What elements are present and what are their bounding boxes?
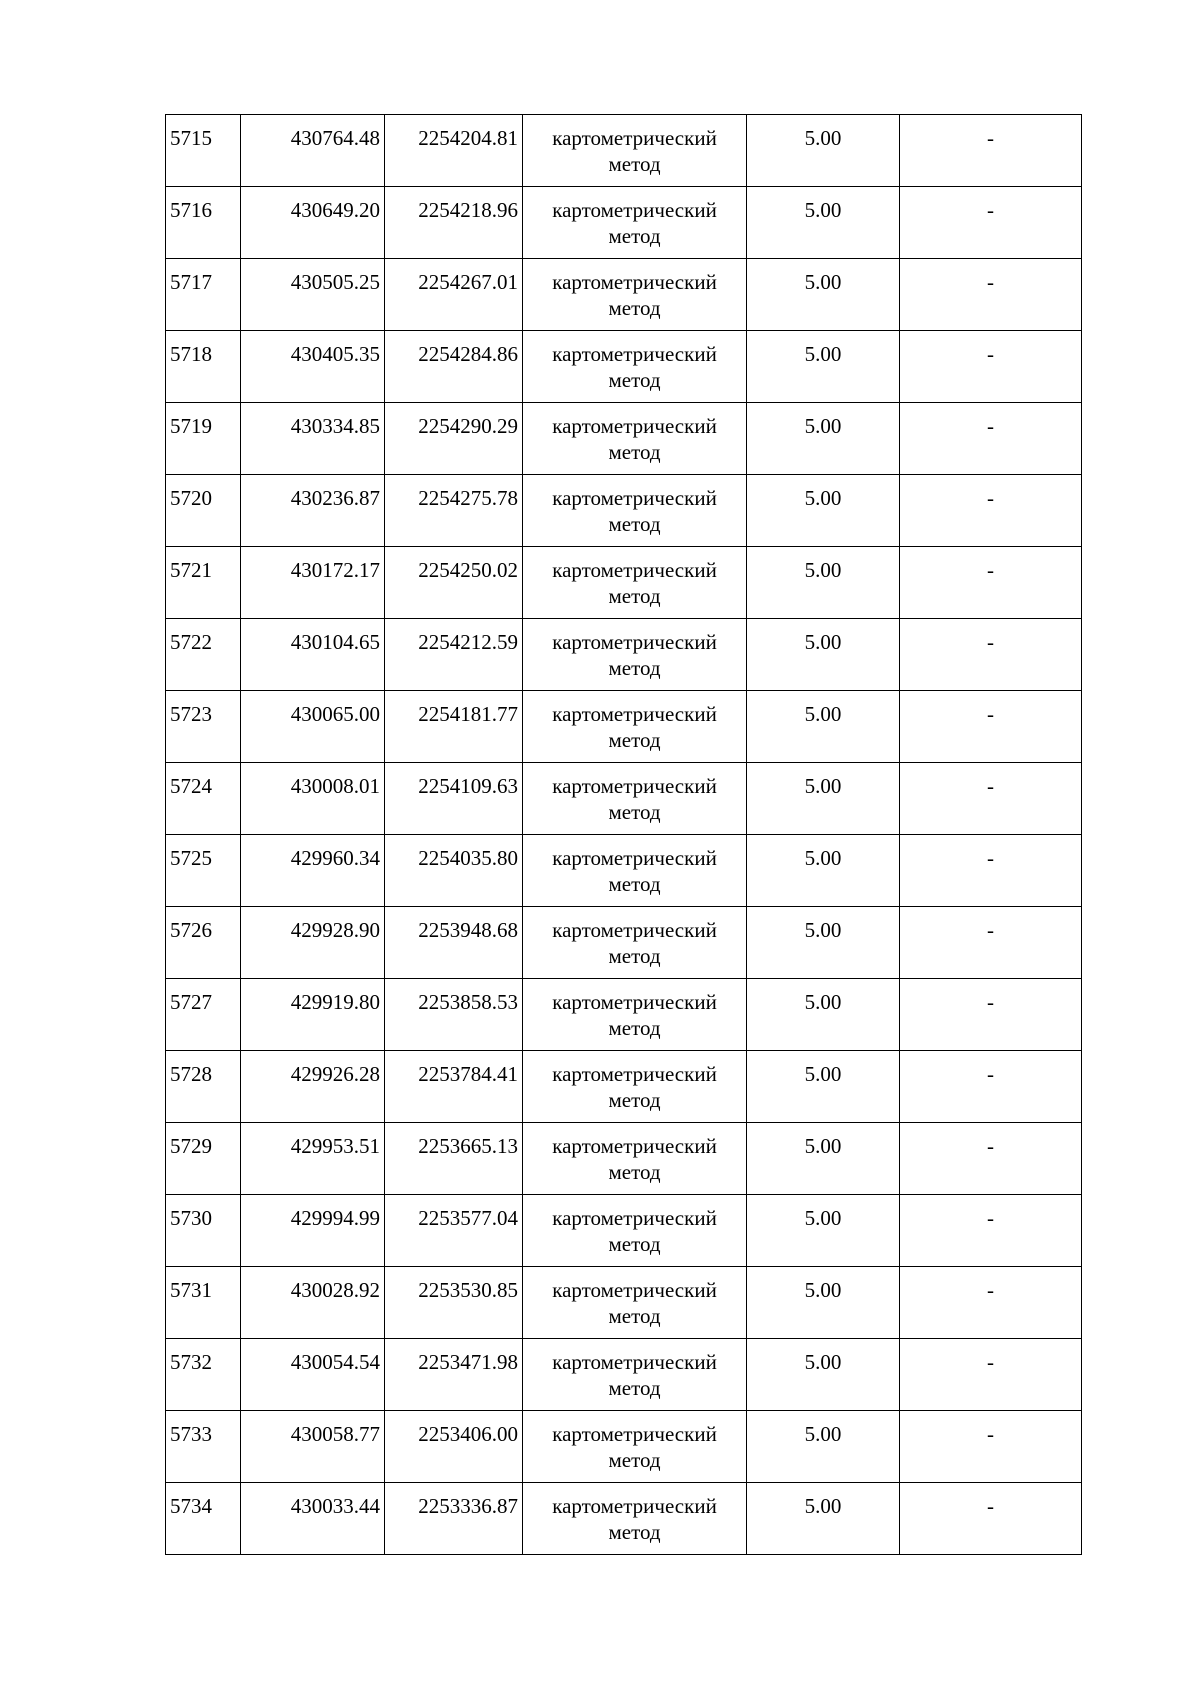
point-number: 5716 [166,187,241,259]
accuracy-value: 5.00 [747,1339,900,1411]
y-coordinate: 2253406.00 [385,1411,523,1483]
method-cell [523,1195,747,1267]
table-row [166,1483,1082,1555]
note-value: - [900,1267,1082,1339]
method-line-1: картометрический [552,1062,717,1086]
note-value: - [900,1483,1082,1555]
note-value: - [900,619,1082,691]
x-coordinate: 430649.20 [241,187,385,259]
method-cell [523,403,747,475]
point-number: 5731 [166,1267,241,1339]
method-line-2: метод [608,728,661,752]
note-value: - [900,403,1082,475]
method-line-2: метод [608,1016,661,1040]
y-coordinate: 2254212.59 [385,619,523,691]
y-coordinate: 2253665.13 [385,1123,523,1195]
point-number: 5730 [166,1195,241,1267]
method-line-1: картометрический [552,1494,717,1518]
method-line-1: картометрический [552,486,717,510]
table-row [166,475,1082,547]
method-line-2: метод [608,152,661,176]
table-row [166,187,1082,259]
table-row [166,403,1082,475]
method-line-1: картометрический [552,1134,717,1158]
table-row [166,1339,1082,1411]
method-cell [523,1339,747,1411]
accuracy-value: 5.00 [747,979,900,1051]
x-coordinate: 429994.99 [241,1195,385,1267]
accuracy-value: 5.00 [747,763,900,835]
y-coordinate: 2254250.02 [385,547,523,619]
point-number: 5727 [166,979,241,1051]
y-coordinate: 2253577.04 [385,1195,523,1267]
table-row [166,259,1082,331]
y-coordinate: 2254275.78 [385,475,523,547]
x-coordinate: 430236.87 [241,475,385,547]
method-line-2: метод [608,1232,661,1256]
method-line-2: метод [608,1376,661,1400]
point-number: 5733 [166,1411,241,1483]
y-coordinate: 2254204.81 [385,115,523,187]
point-number: 5734 [166,1483,241,1555]
method-line-2: метод [608,800,661,824]
x-coordinate: 430334.85 [241,403,385,475]
method-line-2: метод [608,224,661,248]
method-line-2: метод [608,1448,661,1472]
table-row [166,979,1082,1051]
method-cell [523,259,747,331]
y-coordinate: 2253336.87 [385,1483,523,1555]
method-line-1: картометрический [552,1206,717,1230]
y-coordinate: 2254290.29 [385,403,523,475]
table-row [166,691,1082,763]
method-line-2: метод [608,944,661,968]
note-value: - [900,115,1082,187]
y-coordinate: 2253530.85 [385,1267,523,1339]
method-line-1: картометрический [552,846,717,870]
accuracy-value: 5.00 [747,907,900,979]
point-number: 5725 [166,835,241,907]
method-cell [523,547,747,619]
accuracy-value: 5.00 [747,475,900,547]
method-line-2: метод [608,584,661,608]
point-number: 5717 [166,259,241,331]
table-row [166,115,1082,187]
x-coordinate: 430008.01 [241,763,385,835]
method-line-2: метод [608,1520,661,1544]
method-line-1: картометрический [552,126,717,150]
method-line-1: картометрический [552,558,717,582]
note-value: - [900,259,1082,331]
note-value: - [900,1123,1082,1195]
method-cell [523,979,747,1051]
table-row [166,1195,1082,1267]
accuracy-value: 5.00 [747,547,900,619]
method-line-1: картометрический [552,918,717,942]
x-coordinate: 430033.44 [241,1483,385,1555]
x-coordinate: 430028.92 [241,1267,385,1339]
y-coordinate: 2253471.98 [385,1339,523,1411]
method-line-2: метод [608,440,661,464]
x-coordinate: 430065.00 [241,691,385,763]
note-value: - [900,187,1082,259]
note-value: - [900,907,1082,979]
point-number: 5728 [166,1051,241,1123]
y-coordinate: 2254218.96 [385,187,523,259]
method-line-1: картометрический [552,1350,717,1374]
y-coordinate: 2254284.86 [385,331,523,403]
method-line-2: метод [608,368,661,392]
table-row [166,1411,1082,1483]
accuracy-value: 5.00 [747,115,900,187]
point-number: 5721 [166,547,241,619]
method-line-1: картометрический [552,270,717,294]
x-coordinate: 429919.80 [241,979,385,1051]
note-value: - [900,979,1082,1051]
y-coordinate: 2254109.63 [385,763,523,835]
table-row [166,1267,1082,1339]
note-value: - [900,547,1082,619]
point-number: 5732 [166,1339,241,1411]
accuracy-value: 5.00 [747,1123,900,1195]
table-body [166,115,1082,1555]
method-cell [523,619,747,691]
note-value: - [900,1339,1082,1411]
point-number: 5722 [166,619,241,691]
point-number: 5718 [166,331,241,403]
method-cell [523,187,747,259]
x-coordinate: 429953.51 [241,1123,385,1195]
method-cell [523,835,747,907]
point-number: 5724 [166,763,241,835]
method-line-2: метод [608,872,661,896]
note-value: - [900,1195,1082,1267]
method-cell [523,763,747,835]
table-row [166,547,1082,619]
method-line-2: метод [608,512,661,536]
point-number: 5715 [166,115,241,187]
table-row [166,907,1082,979]
method-line-1: картометрический [552,198,717,222]
x-coordinate: 429960.34 [241,835,385,907]
x-coordinate: 429928.90 [241,907,385,979]
note-value: - [900,1411,1082,1483]
accuracy-value: 5.00 [747,1195,900,1267]
x-coordinate: 430505.25 [241,259,385,331]
accuracy-value: 5.00 [747,835,900,907]
x-coordinate: 430764.48 [241,115,385,187]
method-cell [523,1123,747,1195]
method-line-2: метод [608,296,661,320]
accuracy-value: 5.00 [747,403,900,475]
method-cell [523,691,747,763]
accuracy-value: 5.00 [747,1411,900,1483]
point-number: 5719 [166,403,241,475]
point-number: 5720 [166,475,241,547]
accuracy-value: 5.00 [747,691,900,763]
accuracy-value: 5.00 [747,1267,900,1339]
method-line-2: метод [608,1088,661,1112]
method-line-1: картометрический [552,702,717,726]
accuracy-value: 5.00 [747,331,900,403]
x-coordinate: 430172.17 [241,547,385,619]
method-line-1: картометрический [552,990,717,1014]
method-line-2: метод [608,1160,661,1184]
method-cell [523,475,747,547]
table-row [166,619,1082,691]
method-line-1: картометрический [552,630,717,654]
note-value: - [900,1051,1082,1123]
method-cell [523,907,747,979]
x-coordinate: 430054.54 [241,1339,385,1411]
method-line-1: картометрический [552,342,717,366]
accuracy-value: 5.00 [747,259,900,331]
note-value: - [900,331,1082,403]
x-coordinate: 430104.65 [241,619,385,691]
y-coordinate: 2254035.80 [385,835,523,907]
method-line-1: картометрический [552,1278,717,1302]
method-cell [523,1483,747,1555]
y-coordinate: 2254181.77 [385,691,523,763]
table-row [166,1051,1082,1123]
point-number: 5729 [166,1123,241,1195]
table-row [166,763,1082,835]
y-coordinate: 2253784.41 [385,1051,523,1123]
x-coordinate: 429926.28 [241,1051,385,1123]
accuracy-value: 5.00 [747,619,900,691]
method-line-1: картометрический [552,1422,717,1446]
point-number: 5723 [166,691,241,763]
note-value: - [900,835,1082,907]
accuracy-value: 5.00 [747,1483,900,1555]
table-row [166,1123,1082,1195]
method-cell [523,1267,747,1339]
x-coordinate: 430058.77 [241,1411,385,1483]
x-coordinate: 430405.35 [241,331,385,403]
point-number: 5726 [166,907,241,979]
method-line-2: метод [608,656,661,680]
y-coordinate: 2253858.53 [385,979,523,1051]
method-cell [523,115,747,187]
method-cell [523,1411,747,1483]
table-row [166,331,1082,403]
method-cell [523,331,747,403]
method-line-1: картометрический [552,774,717,798]
note-value: - [900,763,1082,835]
note-value: - [900,691,1082,763]
method-line-2: метод [608,1304,661,1328]
y-coordinate: 2254267.01 [385,259,523,331]
accuracy-value: 5.00 [747,187,900,259]
y-coordinate: 2253948.68 [385,907,523,979]
table-row [166,835,1082,907]
note-value: - [900,475,1082,547]
method-line-1: картометрический [552,414,717,438]
coordinates-table [165,114,1082,1555]
accuracy-value: 5.00 [747,1051,900,1123]
method-cell [523,1051,747,1123]
